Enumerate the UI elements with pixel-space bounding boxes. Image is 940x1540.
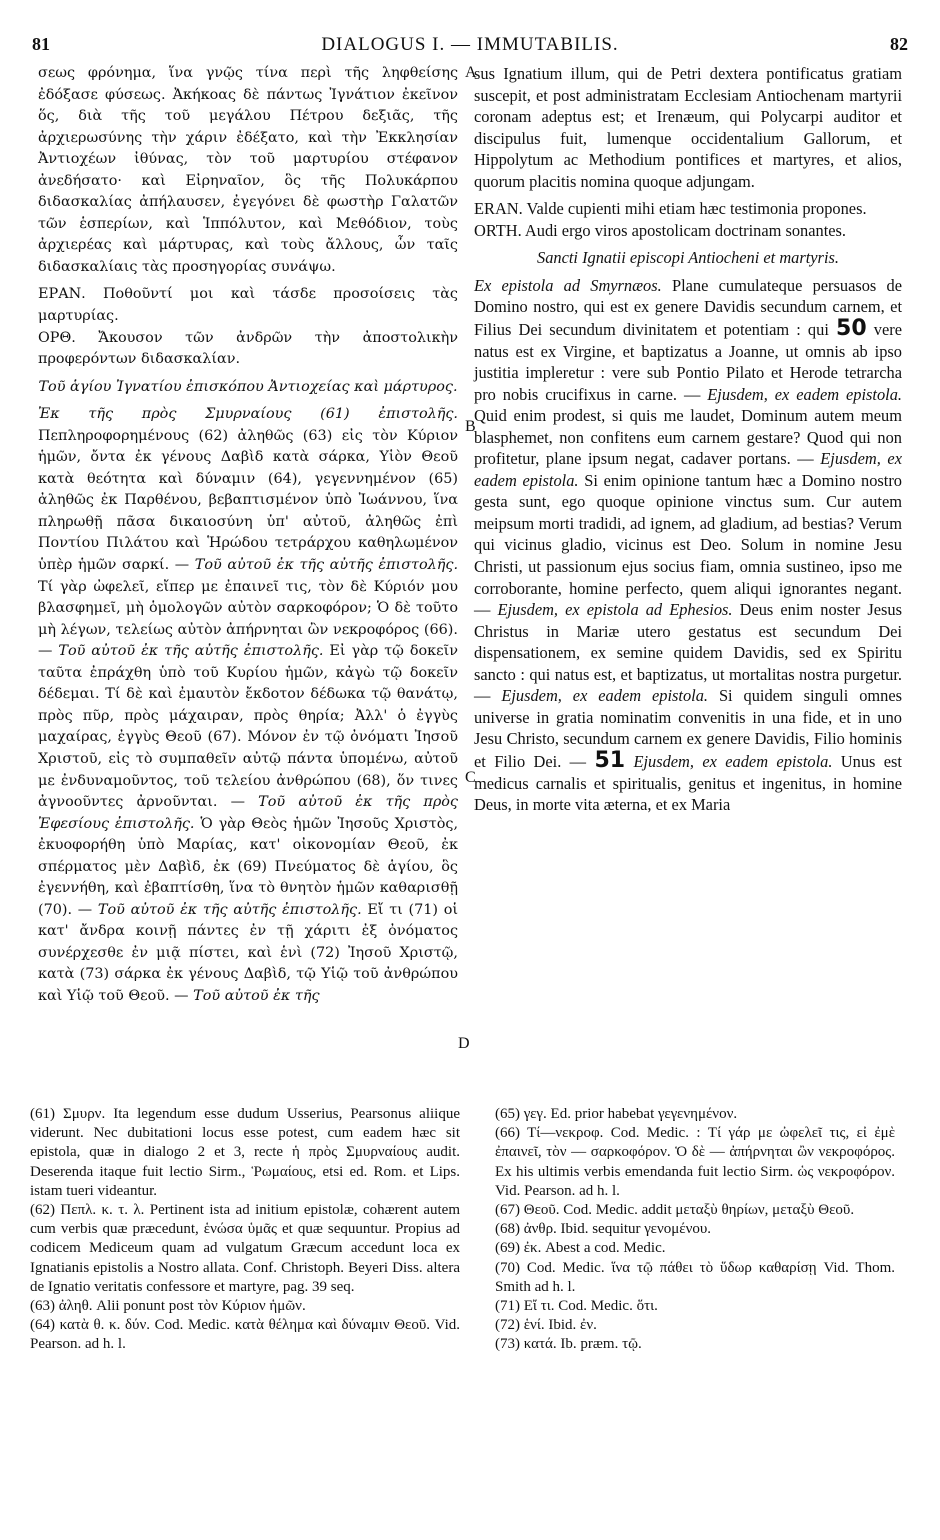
latin-text: Si quidem singuli omnes universe in gratia nominatim convenitis in una fide, et in uno Jesu Christo, secundum carnem ex genere Davidis, Filio hominis et Filio Dei. — [474,686,902,771]
greek-text: Πεπληροφορημένους (62) ἀληθῶς (63) εἰς τὸν Κύριον ἡμῶν, ὄντα ἐκ γένους Δαβὶδ κατὰ σάρκα, Υἱὸν Θεοῦ κατὰ θεότητα καὶ δύναμιν (64), γεγεννημένον (65) ἀληθῶς ἐκ Παρθένου, βεβαπτισμένον ὑπὸ Ἰωάννου, ἵνα πληρωθῇ πᾶσα δικαιοσύνη ὑπ' αὐτοῦ, ἀληθῶς ἐπὶ Ποντίου Πιλάτου καὶ Ἡρώδου τετράρχου καθηλωμένον ὑπὲρ ἡμῶν σαρκί. — [38,427,458,574]
footnote: (69) ἐκ. Abest a cod. Medic. [495,1240,666,1257]
page-number-left: 81 [32,34,50,54]
footnote: (65) γεγ. Ed. prior habebat γεγενημένον. [495,1106,738,1122]
footnote: (67) Θεοῦ. Cod. Medic. addit μεταξὺ θηρίων, μεταξὺ Θεοῦ. [495,1202,855,1219]
greek-text: Ὁ γὰρ Θεὸς ἡμῶν Ἰησοῦς Χριστὸς, ἐκυοφορήθη ὑπὸ Μαρίας, κατ' οἰκονομίαν Θεοῦ, ἐκ σπέρματος μὲν Δαβὶδ, ἐκ (69) Πνεύματος δὲ ἁγίου, ὃς ἐγεννήθη, καὶ ἐβαπτίσθη, ἵνα τὸ θνητὸν ἡμῶν καθαρισθῇ (70). — [38,815,459,918]
greek-speaker-eran: ΕΡΑΝ. Ποθοῦντί μοι καὶ τάσδε προσοίσεις τὰς μαρτυρίας. [38,286,458,325]
latin-paragraph [474,275,902,816]
footnote: (62) Πεπλ. κ. τ. λ. Pertinent ista ad initium epistolæ, cohærent autem cum verbis quæ præcedunt, ἑνώσα ὑμᾶς et quæ sequuntur. Propius ad codicem Mediceum quam ad vulgatum Græcum accedunt loca ex Ignatianis epistolis a Nostro allata. Conf. Christoph. Beyeri Diss. altera de Ignatio veritatis confessore et martyre, pag. 39 seq. [30,1202,460,1295]
greek-source-title: Τοῦ αὐτοῦ ἐκ τῆς αὐτῆς ἐπιστολῆς. [194,557,459,574]
greek-speaker-orth: ΟΡΘ. Ἄκουσον τῶν ἀνδρῶν τὴν ἀποστολικὴν προφερόντων διδασκαλίαν. [38,329,458,368]
margin-letter-c: C [465,769,476,786]
footnotes-right [495,1105,895,1355]
margin-letter-b: B [465,418,476,435]
greek-heading: Τοῦ ἁγίου Ἰγνατίου ἐπισκόπου Ἀντιοχείας καὶ μάρτυρος. [38,378,458,395]
greek-text: Εἴ τι (71) οἱ κατ' ἄνδρα κοινῇ πάντες ἐν τῇ χάριτι ἐξ ὀνόματος συνέρχεσθε ἐν μιᾷ πίστει, καὶ ἑνὶ (72) Ἰησοῦ Χριστῷ, κατὰ (73) σάρκα ἐκ γένους Δαβὶδ, τῷ Υἱῷ τοῦ ἀνθρώπου καὶ Υἱῷ τοῦ Θεοῦ. — [38,901,459,1004]
latin-text: Plane cumulateque persuasos de Domino nostro, qui est ex genere Davidis secundum carnem, et Filius Dei secundum divinitatem et potentiam : qui [474,275,902,340]
footnote: (73) κατά. Ib. præm. τῷ. [495,1336,642,1353]
latin-text: vere natus est ex Virgine, et baptizatus a Joanne, ut omnis ab ipso justitia impleretur : vere sub Pontio Pilato et Herode tetrarcha pro nobis crucifixus in carne. — [474,320,903,404]
footnote: (61) Σμυρν. Ita legendum esse dudum Usserius, Pearsonus aliique viderunt. Nec dubitationi locus esse potest, cum eadem hæc sit epistola, quæ in dialogo 2 et 3, recte ἡ πρὸς Σμυρναίους audit. Deserenda itaque fuit lectio Sirm., Ῥωμαίους, etsi ed. Rom. et Lips. istam tueri videantur. [30,1106,460,1199]
greek-text: Εἰ γὰρ τῷ δοκεῖν ταῦτα ἐπράχθη ὑπὸ τοῦ Κυρίου ἡμῶν, κἀγὼ τῷ δοκεῖν δέδεμαι. Τί δὲ καὶ ἐμαυτὸν ἔκδοτον δέδωκα τῷ θανάτῳ, πρὸς πῦρ, πρὸς μάχαιραν, πρὸς θηρία; Ἀλλ' ὁ ἐγγὺς μαχαίρας, ἐγγὺς Θεοῦ (67). Μόνον ἐν τῷ ὀνόματι Ἰησοῦ Χριστοῦ, εἰς τὸ συμπαθεῖν αὐτῷ πάντα ὑπομένω, αὐτοῦ με ἐνδυναμοῦντος, τοῦ τελείου ἀνθρώπου (68), ὅν τινες ἀγνοοῦντες ἀρνοῦνται. — [38,643,459,811]
latin-paragraph: sus Ignatium illum, qui de Petri dextera pontificatus gratiam suscepit, et post administratam Ecclesiam Antiochenam martyrii coronam adeptus est; et Irenæum, qui Polycarpi auditor et discipulus fuit, lumenque occidentalium Gallorum, et Hippolytum ac Methodium pontifices et martyres, et alios, quorum placitis nomina quoque adjungam. [474,64,902,191]
latin-source-title: Ejusdem, ex eadem epistola. [474,449,902,490]
latin-text: Unus est medicus carnalis et spiritualis, genitus et ingenitus, in homine Deus, in morte vita æterna, et ex Maria [474,751,902,815]
footnote: (72) ἑνί. Ibid. ἐν. [495,1317,597,1334]
latin-heading: Sancti Ignatii episcopi Antiocheni et martyris. [537,248,839,268]
latin-source-title: Ejusdem, ex epistola ad Ephesios. [497,600,733,620]
greek-source-title: Τοῦ αὐτοῦ ἐκ τῆς αὐτῆς ἐπιστολῆς. [58,643,324,660]
latin-speaker-eran: ERAN. Valde cupienti mihi etiam hæc testimonia propones. [474,199,867,219]
greek-text: Τί γὰρ ὠφελεῖ, εἴπερ με ἐπαινεῖ τις, τὸν δὲ Κύριόν μου βλασφημεῖ, μὴ ὁμολογῶν αὐτὸν σαρκοφόρον; Ὁ δὲ τοῦτο μὴ λέγων, τελείως αὐτὸν ἀπήρνηται ὢν νεκροφόρος (66). — [38,578,458,660]
footnote: (71) Εἴ τι. Cod. Medic. ὅτι. [495,1298,658,1315]
footnote: (68) ἀνθρ. Ibid. sequitur γενομένου. [495,1221,712,1238]
footnote: (63) ἀληθ. Alii ponunt post τὸν Κύριον ἡμῶν. [30,1298,306,1315]
latin-column [474,63,902,816]
latin-text: Si enim opinione tantum hæc a Domino nostro gesta sunt, ego quoque opinione vinctus sum. Cur autem meipsum morti tradidi, ad ignem, ad gladium, ad bestias? Verum qui vicinus gladio, vicinus est Deo. Solum in nomine Jesu Christi, ut passionum ejus socius fiam, omnia sustineo, ipso me corroborante, homine perfecto, quem aliqui ignorantes negant. — [474,470,902,620]
margin-letter-d: D [458,1035,470,1052]
latin-source-title: Ejusdem, ex eadem epistola. [707,384,902,404]
footnote: (64) κατὰ θ. κ. δύν. Cod. Medic. κατὰ θέλημα καὶ δύναμιν Θεοῦ. Vid. Pearson. ad h. l. [30,1317,460,1353]
footnote: (66) Τί—νεκροφ. Cod. Medic. : Τί γάρ με ὠφελεῖ τις, εἰ ἐμὲ ἐπαινεῖ, τὸν — σαρκοφόρον. Ὁ δὲ — ἀπήρνηται ὢν νεκροφόρος. Ex his ultimis verbis emendanda fuit lectio Sirm. ὡς νεκροφόρον. Vid. Pearson. ad h. l. [495,1125,895,1199]
running-title: DIALOGUS I. — IMMUTABILIS. [321,34,619,55]
footnote: (70) Cod. Medic. ἵνα τῷ πάθει τὸ ὕδωρ καθαρίσῃ Vid. Thom. Smith ad h. l. [495,1259,895,1295]
latin-text: Deus enim noster Jesus Christus in Mariæ utero gestatus est secundum Dei dispensationem, ex semine quidem Davidis, sed ex Spiritu sancto : qui natus est, et baptizatus, ut mortalitas nostra purgetur. — [474,600,902,706]
greek-paragraph [38,404,458,1007]
margin-letter-a: A [465,64,477,81]
section-marker-50: 50 [836,316,867,342]
greek-source-title: Τοῦ αὐτοῦ ἐκ τῆς αὐτῆς ἐπιστολῆς. [97,901,362,918]
greek-source-title: Ἐκ τῆς πρὸς Σμυρναίους (61) ἐπιστολῆς. [38,406,458,423]
page-number-right: 82 [890,34,908,54]
latin-source-title: Ex epistola ad Smyrnæos. [474,275,662,295]
section-marker-51: 51 [594,747,626,773]
latin-speaker-orth: ORTH. Audi ergo viros apostolicam doctrinam sonantes. [474,220,846,240]
latin-source-title: Ejusdem, ex eadem epistola. [633,751,833,771]
latin-text: Quid enim prodest, si quis me laudet, Dominum autem meum blasphemet, non confitens eum carnem gestare? Quod qui non profitetur, plane ipsum negat, cadaver portans. — [474,406,902,469]
greek-source-title: Τοῦ αὐτοῦ ἐκ τῆς πρὸς Ἐφεσίους ἐπιστολῆς. [38,794,458,832]
latin-source-title: Ejusdem, ex eadem epistola. [501,686,708,706]
greek-paragraph: σεως φρόνημα, ἵνα γνῷς τίνα περὶ τῆς ληφθείσης ἐδόξασε φύσεως. Ἀκήκοας δὲ πάντως Ἰγνάτιον ἐκεῖνον ὅς, διὰ τῆς τοῦ μεγάλου Πέτρου δεξιᾶς, τῆς ἀρχιερωσύνης τὴν χάριν ἐδέξατο, καὶ τὴν Ἐκκλησίαν Ἀντιοχέων ἰθύνας, τὸν τοῦ μαρτυρίου στέφανον ἀνεδήσατο· καὶ Εἰρηναῖον, ὃς τῆς Πολυκάρπου διδασκαλίας ἀπήλαυσεν, ἐγεγόνει δὲ φωστὴρ Γαλατῶν τῶν ἑσπερίων, καὶ Ἱππόλυτον, καὶ Μεθόδιον, τοὺς ἀρχιερέας καὶ μάρτυρας, καὶ τοὺς ἄλλους, ὧν ταῖς διδασκαλίαις τὰς προσηγορίας συνάψω. [38,65,458,275]
greek-column [38,63,458,1008]
greek-source-title: Τοῦ αὐτοῦ ἐκ τῆς [193,987,320,1004]
footnotes-left [30,1105,460,1355]
